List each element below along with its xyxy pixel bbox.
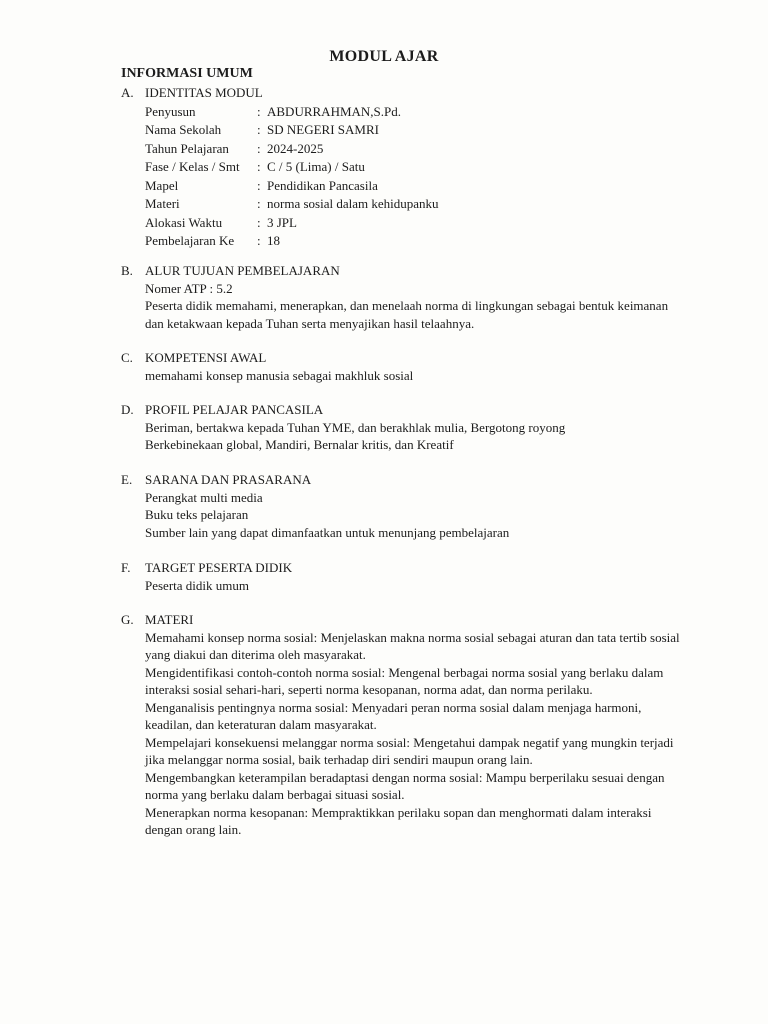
section-sarana (121, 471, 681, 541)
section-letter: G. (121, 612, 134, 627)
identitas-row (145, 103, 681, 122)
colon: : (257, 159, 261, 174)
identitas-value: norma sosial dalam kehidupanku (267, 196, 439, 211)
colon: : (257, 103, 261, 119)
identitas-value: 18 (267, 233, 280, 248)
identitas-row (145, 140, 681, 159)
identitas-value: 2024-2025 (267, 140, 324, 156)
identitas-label: Alokasi Waktu (145, 214, 223, 230)
colon: : (257, 214, 261, 230)
list-item: Buku teks pelajaran (145, 507, 249, 522)
identitas-label: Tahun Pelajaran (145, 140, 229, 156)
paragraph: Beriman, bertakwa kepada Tuhan YME, dan berakhlak mulia, Bergotong royong (145, 419, 566, 435)
colon: : (257, 196, 261, 211)
paragraph: Berkebinekaan global, Mandiri, Bernalar kritis, dan Kreatif (145, 437, 454, 452)
section-title: KOMPETENSI AWAL (145, 350, 267, 365)
section-heading (121, 84, 681, 102)
identitas-row (145, 121, 681, 140)
colon: : (257, 122, 261, 137)
colon: : (257, 177, 261, 193)
identitas-row (145, 158, 681, 177)
section-target (121, 559, 681, 594)
paragraph: memahami konsep manusia sebagai makhluk sosial (145, 367, 414, 383)
identitas-label: Nama Sekolah (145, 122, 222, 137)
section-letter: C. (121, 350, 133, 365)
materi-item: Mengidentifikasi contoh-contoh norma sosial: Mengenal berbagai norma sosial yang berlaku dalam interaksi sosial sehari-hari, seperti norma kesopanan, norma adat, dan norma perilaku. (145, 664, 664, 697)
section-body (145, 629, 681, 839)
list-item: Perangkat multi media (145, 489, 263, 505)
identitas-row (145, 214, 681, 233)
list-item: Sumber lain yang dapat dimanfaatkan untuk menunjang pembelajaran (145, 524, 510, 540)
identitas-label: Pembelajaran Ke (145, 233, 235, 248)
section-letter: D. (121, 402, 134, 417)
identitas-label: Penyusun (145, 103, 196, 119)
materi-item: Menerapkan norma kesopanan: Mempraktikkan perilaku sopan dan menghormati dalam interaksi dengan orang lain. (145, 804, 652, 837)
identitas-row (145, 232, 681, 251)
section-heading (121, 349, 681, 367)
identitas-label: Materi (145, 196, 180, 211)
section-title: PROFIL PELAJAR PANCASILA (145, 402, 324, 417)
section-letter: F. (121, 560, 131, 575)
section-materi (121, 611, 681, 839)
identitas-value: 3 JPL (267, 214, 297, 230)
section-body (145, 577, 681, 595)
section-letter: E. (121, 472, 133, 487)
section-title: SARANA DAN PRASARANA (145, 472, 312, 487)
materi-item: Menganalisis pentingnya norma sosial: Menyadari peran norma sosial dalam menjaga harmoni, keadilan, dan keteraturan dalam masyarakat. (145, 699, 642, 732)
section-title: IDENTITAS MODUL (145, 85, 263, 100)
identitas-value: Pendidikan Pancasila (267, 177, 378, 193)
identitas-table (145, 103, 681, 251)
identitas-value: SD NEGERI SAMRI (267, 122, 379, 137)
colon: : (257, 233, 261, 248)
section-body (145, 280, 681, 333)
identitas-value: C / 5 (Lima) / Satu (267, 159, 365, 174)
section-profil (121, 401, 681, 454)
identitas-label: Mapel (145, 177, 179, 193)
document-title: MODUL AJAR (329, 48, 439, 65)
materi-item: Mempelajari konsekuensi melanggar norma sosial: Mengetahui dampak negatif yang mungkin terjadi jika melanggar norma sosial, baik terhadap diri sendiri maupun orang lain. (145, 734, 674, 767)
section-body (145, 489, 681, 542)
section-body (145, 419, 681, 454)
colon: : (257, 140, 261, 156)
atp-number: Nomer ATP : 5.2 (145, 280, 233, 296)
identitas-row (145, 177, 681, 196)
section-heading (121, 401, 681, 419)
section-alur (121, 262, 681, 332)
identitas-value: ABDURRAHMAN,S.Pd. (267, 103, 401, 119)
section-body (145, 367, 681, 385)
section-heading (121, 559, 681, 577)
section-title: ALUR TUJUAN PEMBELAJARAN (145, 263, 340, 278)
section-identitas (121, 84, 681, 251)
section-heading (121, 471, 681, 489)
info-heading: INFORMASI UMUM (121, 66, 253, 81)
identitas-row (145, 195, 681, 214)
materi-item: Memahami konsep norma sosial: Menjelaskan makna norma sosial sebagai aturan dan tata tertib sosial yang diakui dan diterima oleh masyarakat. (145, 629, 680, 662)
section-heading (121, 611, 681, 629)
materi-item: Mengembangkan keterampilan beradaptasi dengan norma sosial: Mampu berperilaku sesuai dengan norma yang berlaku dalam berbagai situasi sosial. (145, 769, 665, 802)
section-title: TARGET PESERTA DIDIK (145, 560, 293, 575)
section-letter: B. (121, 263, 133, 278)
identitas-label: Fase / Kelas / Smt (145, 159, 240, 174)
section-heading (121, 262, 681, 280)
paragraph: Peserta didik umum (145, 577, 249, 593)
paragraph: Peserta didik memahami, menerapkan, dan menelaah norma di lingkungan sebagai bentuk keimanan dan ketakwaan kepada Tuhan serta menyajikan hasil telaahnya. (145, 298, 669, 331)
section-title: MATERI (145, 612, 194, 627)
section-letter: A. (121, 85, 134, 100)
section-kompetensi (121, 349, 681, 384)
